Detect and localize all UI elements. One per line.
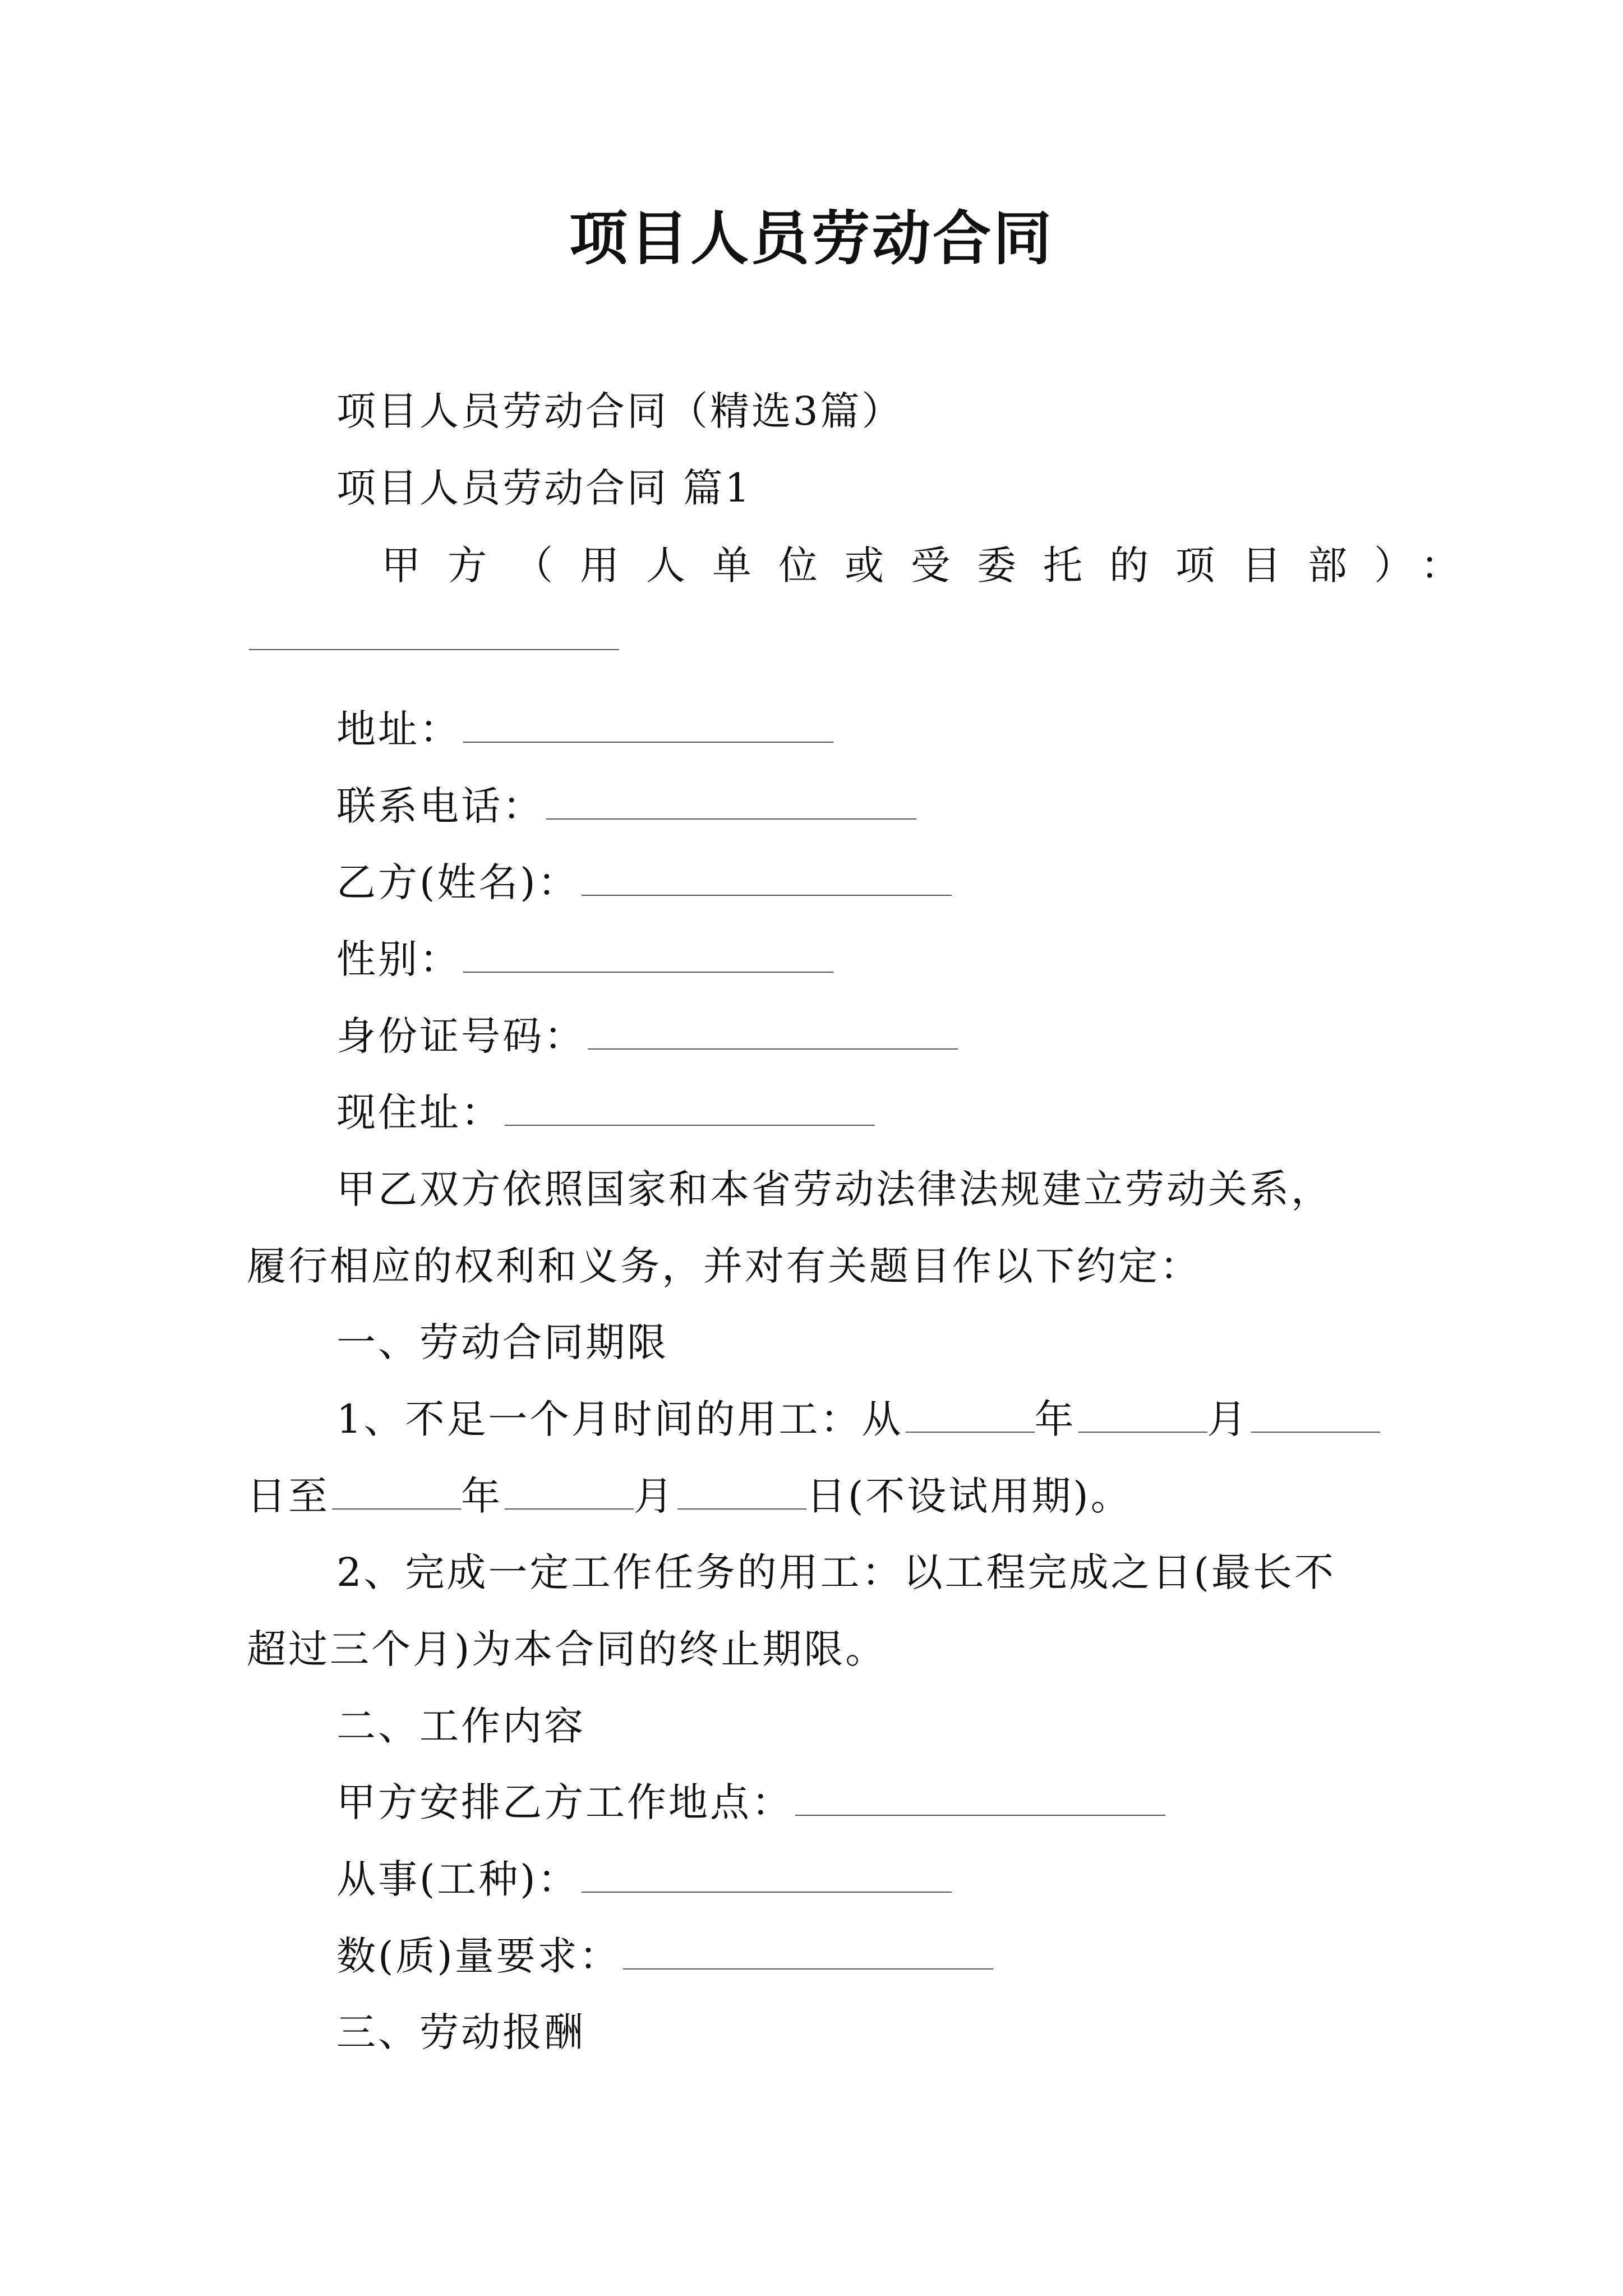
address-blank [463,706,833,743]
quality-requirement-label: 数(质)量要求： [336,1933,621,1979]
party-b-label: 乙方(姓名)： [336,859,579,905]
clause-1-line-2 [247,1468,1391,1524]
gender-label: 性别： [336,936,461,982]
current-address-blank [505,1089,875,1126]
end-year-label: 年 [461,1473,502,1519]
gender-blank [463,936,833,973]
clause-1-text: 1、不足一个月时间的用工：从 [336,1396,903,1442]
party-a-label: 甲方（用人单位或受委托的项目部）： [381,542,1487,588]
clause-2-line-2: 超过三个月)为本合同的终止期限。 [247,1626,887,1672]
part-heading: 项目人员劳动合同 篇1 [336,465,752,511]
end-month-blank [505,1473,634,1510]
phone-label: 联系电话： [336,783,544,829]
id-number-row [247,1008,1481,1064]
clause-2-line-1: 2、完成一定工作任务的用工：以工程完成之日(最长不 [336,1549,1336,1595]
quality-requirement-row [247,1928,1481,1984]
current-address-label: 现住址： [336,1089,502,1135]
start-year-blank [906,1396,1035,1433]
end-day-label: 日(不设试用期)。 [806,1473,1132,1519]
party-a-row [247,537,1525,593]
current-address-row [247,1084,1481,1140]
start-year-label: 年 [1034,1396,1076,1442]
start-month-label: 月 [1207,1396,1249,1442]
clause-1-line-1 [247,1391,1481,1447]
work-type-row [247,1851,1481,1907]
party-b-blank [582,859,952,896]
intro-paragraph-line-2: 履行相应的权利和义务，并对有关题目作以下约定： [247,1243,1201,1289]
id-number-label: 身份证号码： [336,1013,585,1059]
phone-blank [546,783,916,820]
end-month-label: 月 [634,1473,675,1519]
address-label: 地址： [336,706,461,752]
gender-row [247,931,1481,987]
document-title: 项目人员劳动合同 [569,204,1054,273]
work-place-label: 甲方安排乙方工作地点： [336,1779,793,1825]
phone-row [247,778,1481,834]
address-row [247,701,1481,757]
party-a-blank-row [247,609,1391,665]
end-year-blank [332,1473,461,1510]
start-month-blank [1078,1396,1207,1433]
start-day-blank [1251,1396,1380,1433]
day-to-label: 日至 [247,1473,330,1519]
document-subtitle: 项目人员劳动合同（精选3篇） [336,388,903,434]
quality-requirement-blank [623,1932,993,1970]
intro-paragraph-line-1: 甲乙双方依照国家和本省劳动法律法规建立劳动关系， [336,1166,1332,1212]
party-a-blank [249,613,619,650]
work-type-label: 从事(工种)： [336,1856,579,1902]
end-day-blank [677,1473,806,1510]
work-place-row [247,1774,1481,1830]
section-2-heading: 二、工作内容 [336,1703,585,1749]
id-number-blank [588,1013,958,1050]
section-3-heading: 三、劳动报酬 [336,2009,585,2055]
work-type-blank [582,1856,952,1893]
party-b-row [247,854,1481,910]
section-1-heading: 一、劳动合同期限 [336,1319,668,1365]
work-place-blank [795,1779,1165,1816]
